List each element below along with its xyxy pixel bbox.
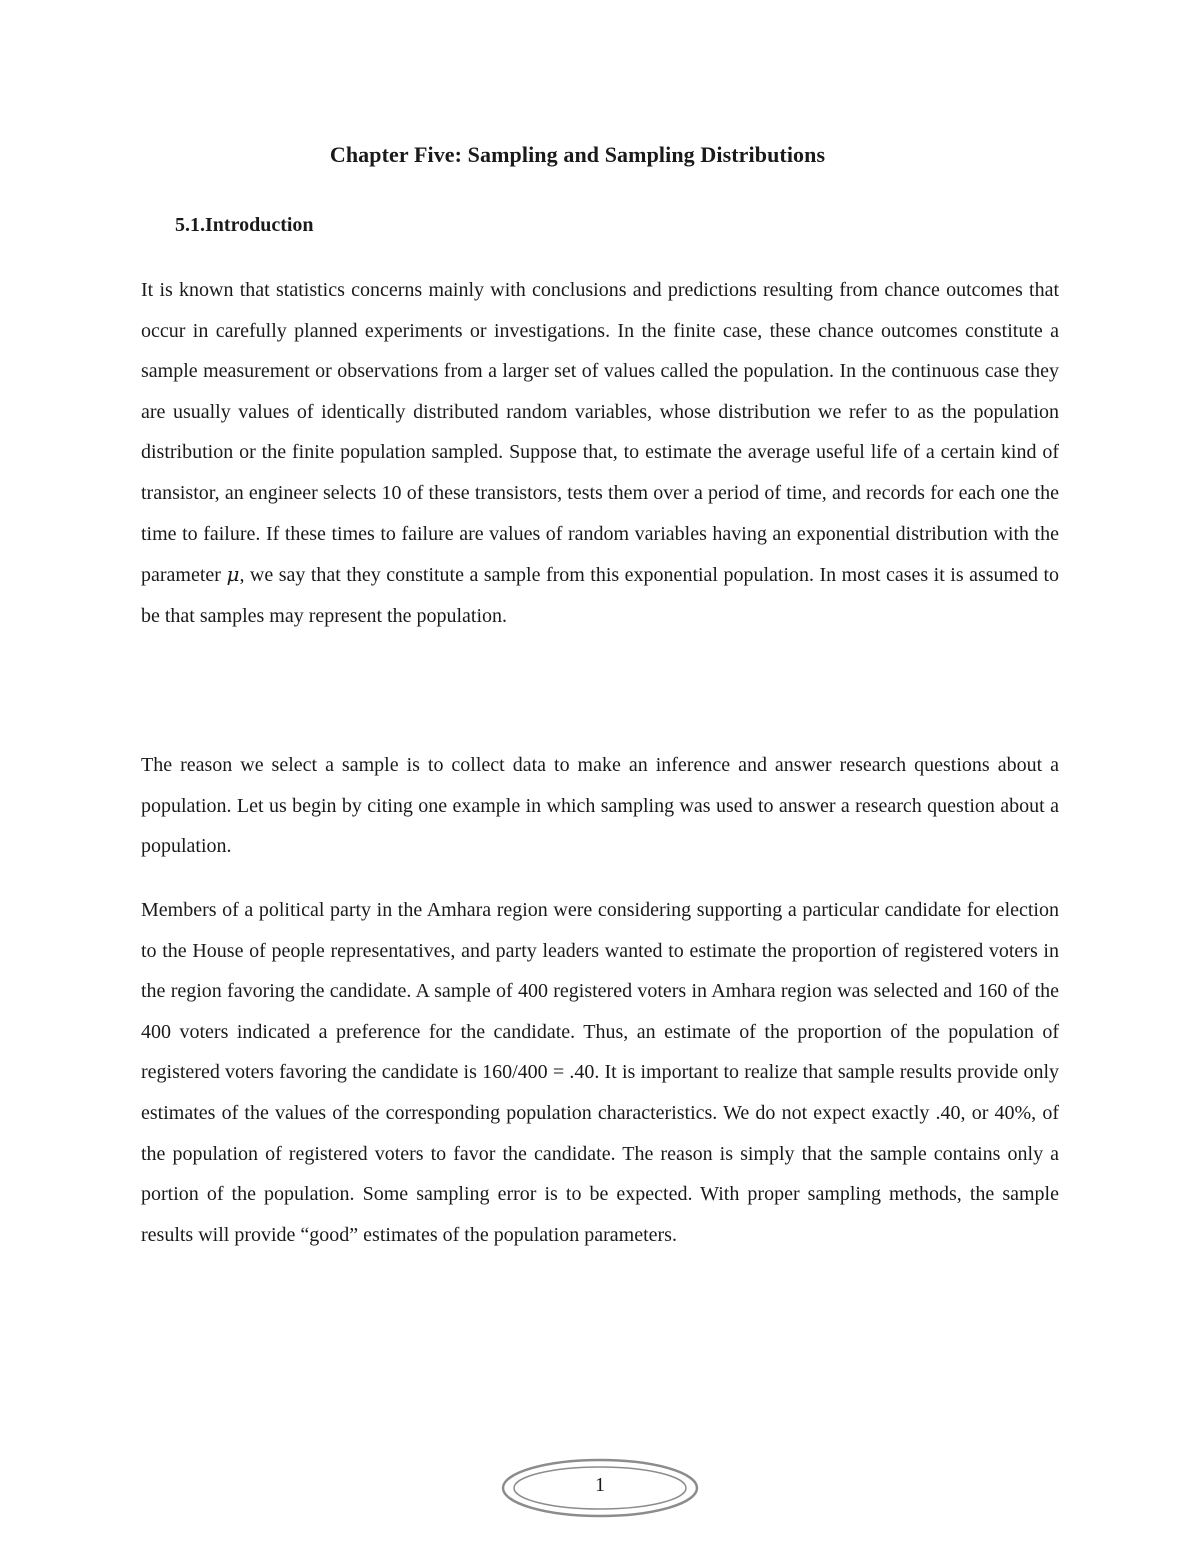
chapter-title: Chapter Five: Sampling and Sampling Distributions	[329, 142, 826, 167]
page-number: 1	[595, 1474, 605, 1496]
page-number-badge	[500, 1457, 700, 1519]
paragraph-intro-text-cont: , we say that they constitute a sample from this exponential population. In most cases it is assumed to be that samples may represent the population.	[141, 564, 1059, 627]
paragraph-amhara-example: Members of a political party in the Amhara region were considering supporting a particular candidate for election to the House of people representatives, and party leaders wanted to estimate the proportion of registered voters in the region favoring the candidate. A sample of 400 registered voters in Amhara region was selected and 160 of the 400 voters indicated a preference for the candidate. Thus, an estimate of the proportion of the population of registered voters favoring the candidate is 160/400 = .40. It is important to realize that sample results provide only estimates of the values of the corresponding population characteristics. We do not expect exactly .40, or 40%, of the population of registered voters to favor the candidate. The reason is simply that the sample contains only a portion of the population. Some sampling error is to be expected. With proper sampling methods, the sample results will provide “good” estimates of the population parameters.	[141, 899, 1059, 1246]
paragraph-intro-text: It is known that statistics concerns mainly with conclusions and predictions resulting from chance outcomes that occur in carefully planned experiments or investigations. In the finite case, these chance outcomes constitute a sample measurement or observations from a larger set of values called the population. In the continuous case they are usually values of identically distributed random variables, whose distribution we refer to as the population distribution or the finite population sampled. Suppose that, to estimate the average useful life of a certain kind of transistor, an engineer selects 10 of these transistors, tests them over a period of time, and records for each one the time to failure. If these times to failure are values of random variables having an exponential distribution with the parameter	[141, 279, 1059, 587]
paragraph-sample-reason: The reason we select a sample is to collect data to make an inference and answer research questions about a population. Let us begin by citing one example in which sampling was used to answer a research question about a population.	[141, 754, 1059, 858]
section-heading: 5.1.Introduction	[175, 214, 314, 236]
paragraph-intro	[141, 270, 1059, 636]
mu-symbol: μ	[226, 562, 240, 587]
